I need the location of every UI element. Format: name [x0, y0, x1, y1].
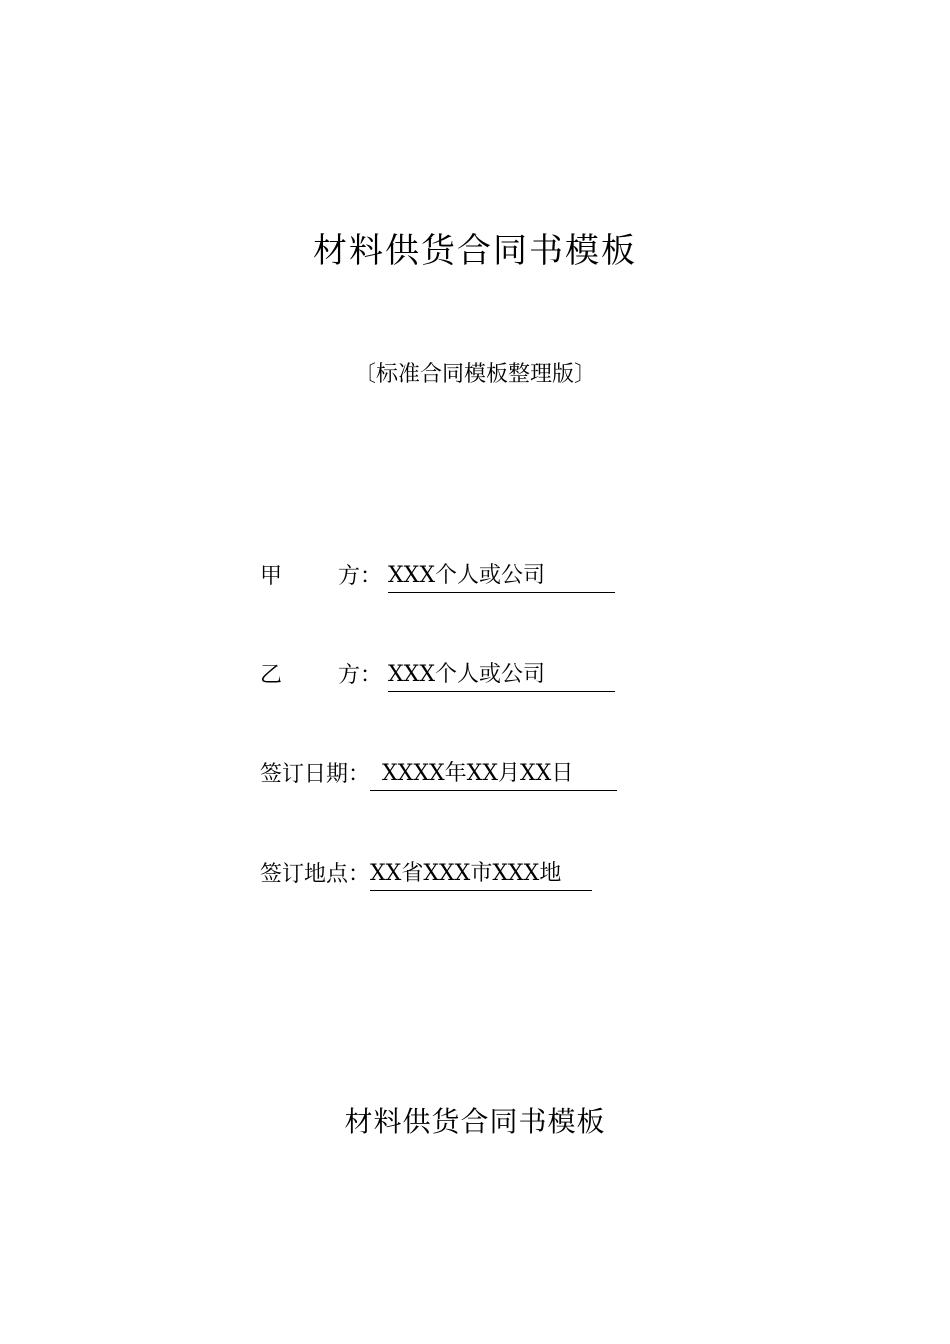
document-title: 材料供货合同书模板 — [313, 231, 637, 271]
party-a-label: 甲 方： — [260, 564, 383, 589]
sign-place-value: XX省XXX市XXX地 — [370, 858, 592, 891]
party-b-label: 乙 方： — [260, 663, 383, 688]
document-subtitle: 〔标准合同模板整理版〕 — [353, 362, 596, 387]
sign-date-label: 签订日期： — [260, 762, 371, 787]
party-b-field — [260, 659, 615, 693]
footer-title: 材料供货合同书模板 — [344, 1105, 606, 1138]
sign-date-field — [260, 758, 617, 792]
party-a-field — [260, 560, 615, 594]
party-b-value: XXX个人或公司 — [388, 659, 615, 692]
sign-date-value: XXXX年XX月XX日 — [370, 758, 617, 791]
sign-place-field — [260, 858, 592, 892]
party-a-value: XXX个人或公司 — [388, 560, 615, 593]
sign-place-label: 签订地点： — [260, 862, 371, 887]
